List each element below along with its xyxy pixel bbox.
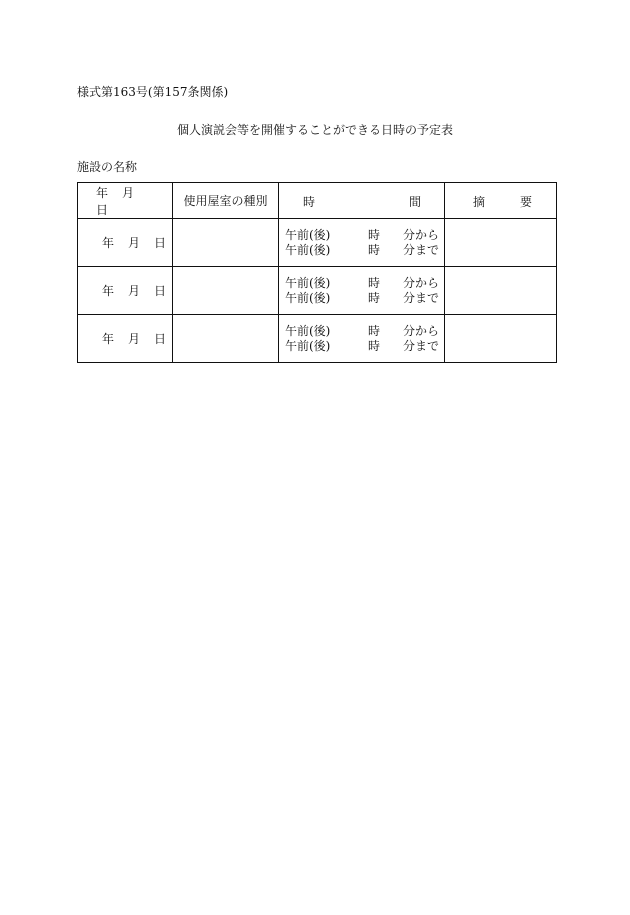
- time-from-line: [279, 228, 444, 243]
- time-from-hour: 時: [368, 323, 381, 338]
- time-to-ampm: 午前(後): [285, 290, 331, 305]
- time-to-line: [279, 339, 444, 354]
- time-from-ampm: 午前(後): [285, 227, 331, 242]
- header-time: [279, 183, 445, 219]
- time-from-minute: 分から: [403, 275, 440, 290]
- time-from-ampm: 午前(後): [285, 275, 331, 290]
- header-time-char-2: 間: [409, 195, 422, 209]
- time-from-hour: 時: [368, 227, 381, 242]
- header-notes: [445, 183, 557, 219]
- row-date-year: 年: [101, 284, 114, 298]
- time-from-ampm: 午前(後): [285, 323, 331, 338]
- header-date-day: 日: [96, 202, 109, 217]
- document-title: 個人演説会等を開催することができる日時の予定表: [176, 123, 453, 137]
- header-time-char-1: 時: [303, 195, 316, 209]
- time-from-line: [279, 324, 444, 339]
- row-time[interactable]: [279, 219, 445, 267]
- row-date-day: 日: [153, 236, 166, 250]
- table-row: [78, 267, 557, 315]
- row-date-month: 月: [127, 236, 140, 250]
- time-to-ampm: 午前(後): [285, 338, 331, 353]
- time-to-line: [279, 243, 444, 258]
- row-date-month: 月: [127, 332, 140, 346]
- header-notes-char-2: 要: [520, 195, 533, 209]
- time-to-hour: 時: [368, 242, 381, 257]
- facility-name-label: 施設の名称: [77, 160, 138, 174]
- header-date: [78, 183, 173, 219]
- row-date-day: 日: [153, 332, 166, 346]
- time-to-minute: 分まで: [403, 242, 440, 257]
- row-date[interactable]: [78, 267, 173, 315]
- row-room-type[interactable]: [173, 219, 279, 267]
- row-time[interactable]: [279, 315, 445, 363]
- header-room-type: 使用屋室の種別: [173, 183, 279, 219]
- row-notes[interactable]: [445, 267, 557, 315]
- row-time[interactable]: [279, 267, 445, 315]
- time-from-line: [279, 276, 444, 291]
- time-to-minute: 分まで: [403, 290, 440, 305]
- time-to-hour: 時: [368, 290, 381, 305]
- row-notes[interactable]: [445, 315, 557, 363]
- row-room-type[interactable]: [173, 267, 279, 315]
- row-notes[interactable]: [445, 219, 557, 267]
- header-notes-char-1: 摘: [473, 195, 486, 209]
- header-date-month: 月: [122, 185, 135, 200]
- time-from-minute: 分から: [403, 227, 440, 242]
- table-row: [78, 315, 557, 363]
- schedule-table: [77, 182, 557, 363]
- form-number: 様式第163号(第157条関係): [77, 85, 229, 99]
- time-from-hour: 時: [368, 275, 381, 290]
- row-date[interactable]: [78, 219, 173, 267]
- row-date-year: 年: [101, 236, 114, 250]
- row-room-type[interactable]: [173, 315, 279, 363]
- time-to-minute: 分まで: [403, 338, 440, 353]
- time-to-hour: 時: [368, 338, 381, 353]
- table-row: [78, 219, 557, 267]
- time-from-minute: 分から: [403, 323, 440, 338]
- row-date-month: 月: [127, 284, 140, 298]
- row-date-year: 年: [101, 332, 114, 346]
- row-date[interactable]: [78, 315, 173, 363]
- table-header-row: [78, 183, 557, 219]
- row-date-day: 日: [153, 284, 166, 298]
- header-date-year: 年: [96, 185, 109, 200]
- time-to-ampm: 午前(後): [285, 242, 331, 257]
- time-to-line: [279, 291, 444, 306]
